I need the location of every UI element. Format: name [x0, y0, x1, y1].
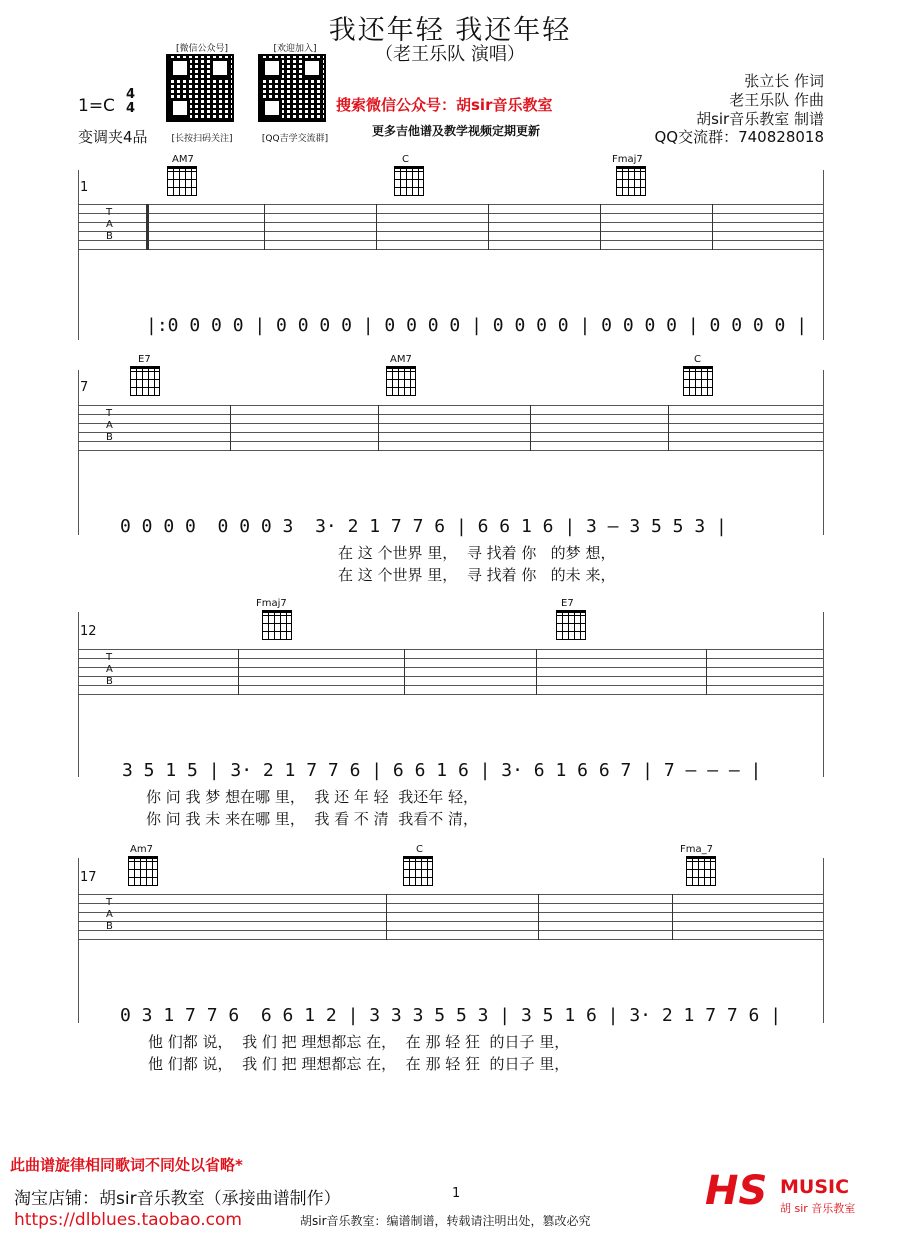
shop-url-link[interactable]: https://dlblues.taobao.com — [14, 1210, 242, 1230]
tab-letter-b: B — [106, 676, 113, 687]
tab-staff — [78, 894, 824, 940]
wechat-qr-label: [微信公众号] — [175, 44, 229, 54]
chord-name: AM7 — [390, 354, 412, 365]
tab-letter-b: B — [106, 921, 113, 932]
tab-letter-t: T — [106, 408, 113, 419]
wechat-search-promo: 搜索微信公众号：胡sir音乐教室 — [336, 96, 553, 114]
chord-diagram-icon — [683, 366, 713, 396]
system-left-rule — [78, 612, 79, 777]
meter-top: 4 — [126, 87, 136, 102]
qq-qr-icon — [258, 54, 326, 122]
chord-diagram-icon — [130, 366, 160, 396]
system-right-rule — [823, 170, 824, 340]
system-number: 7 — [80, 380, 89, 395]
page-number: 1 — [452, 1186, 461, 1201]
qq-group: QQ交流群：740828018 — [654, 128, 824, 146]
system-left-rule — [78, 170, 79, 340]
chord-diagram-icon — [616, 166, 646, 196]
chord-diagram-icon — [394, 166, 424, 196]
composer-credit: 老王乐队 作曲 — [729, 91, 824, 109]
chord-diagram-icon — [686, 856, 716, 886]
tab-letter-a: A — [106, 909, 113, 920]
lyric-line-2: 你 问 我 未 来在哪 里， 我 看 不 清 我看不 清， — [146, 810, 478, 828]
chord-name: Fmaj7 — [256, 598, 287, 609]
copyright-note: 胡sir音乐教室：编谱制谱，转载请注明出处，篡改必究 — [300, 1214, 591, 1228]
system-number: 1 — [80, 180, 89, 195]
wechat-qr-icon — [166, 54, 234, 122]
chord-diagram-icon — [386, 366, 416, 396]
join-qr-label: [欢迎加入] — [273, 44, 317, 54]
chord-name: C — [694, 354, 701, 365]
system-right-rule — [823, 612, 824, 777]
capo-info: 变调夹4品 — [78, 128, 148, 146]
chord-name: E7 — [561, 598, 574, 609]
system-number: 12 — [80, 624, 97, 639]
arranger-credit: 胡sir音乐教室 制谱 — [696, 110, 824, 128]
tab-staff — [78, 405, 824, 451]
lyric-line-2: 他 们都 说， 我 们 把 理想都忘 在， 在 那 轻 狂 的日子 里， — [148, 1055, 570, 1073]
song-subtitle: （老王乐队 演唱） — [375, 44, 525, 65]
chord-diagram-icon — [403, 856, 433, 886]
hs-logo: HS — [705, 1168, 768, 1214]
tab-staff — [78, 204, 824, 250]
lyric-line-1: 你 问 我 梦 想在哪 里， 我 还 年 轻 我还年 轻， — [146, 788, 478, 806]
song-title: 我还年轻 我还年轻 — [328, 15, 572, 46]
chord-diagram-icon — [128, 856, 158, 886]
chord-diagram-icon — [556, 610, 586, 640]
tab-letter-t: T — [106, 897, 113, 908]
time-signature — [126, 88, 135, 116]
system-left-rule — [78, 858, 79, 1023]
shop-info: 淘宝店铺：胡sir音乐教室（承接曲谱制作） — [14, 1189, 341, 1209]
lyricist-credit: 张立长 作词 — [744, 72, 824, 90]
lyric-line-1: 在 这 个世界 里， 寻 找着 你 的梦 想， — [338, 544, 616, 562]
lyric-line-2: 在 这 个世界 里， 寻 找着 你 的未 来， — [338, 566, 616, 584]
tab-staff — [78, 649, 824, 695]
system-right-rule — [823, 370, 824, 535]
system-left-rule — [78, 370, 79, 535]
lyric-line-1: 他 们都 说， 我 们 把 理想都忘 在， 在 那 轻 狂 的日子 里， — [148, 1033, 570, 1051]
tab-letter-a: A — [106, 219, 113, 230]
chord-diagram-icon — [167, 166, 197, 196]
logo-subtext: 胡 sir 音乐教室 — [780, 1202, 856, 1215]
chord-name: AM7 — [172, 154, 194, 165]
chord-name: Am7 — [130, 844, 153, 855]
key-signature: 1=C — [78, 96, 115, 116]
tab-letter-a: A — [106, 664, 113, 675]
omission-note: 此曲谱旋律相同歌词不同处以省略* — [10, 1156, 243, 1174]
tab-letter-t: T — [106, 652, 113, 663]
tab-letter-a: A — [106, 420, 113, 431]
chord-name: E7 — [138, 354, 151, 365]
jianpu-line: 3 5 1 5 | 3· 2 1 7 7 6 | 6 6 1 6 | 3· 6 1 6 6 7 | 7 – – – | — [122, 760, 762, 781]
jianpu-line: 0 3 1 7 7 6 6 6 1 2 | 3 3 3 5 5 3 | 3 5 1 6 | 3· 2 1 7 7 6 | — [120, 1005, 782, 1026]
music-logo-text: MUSIC — [780, 1176, 850, 1198]
system-right-rule — [823, 858, 824, 1023]
tab-letter-t: T — [106, 207, 113, 218]
jianpu-line: 0 0 0 0 0 0 0 3 3· 2 1 7 7 6 | 6 6 1 6 | 3 – 3 5 5 3 | — [120, 516, 727, 537]
wechat-qr-caption: [长按扫码关注] — [171, 134, 233, 144]
system-number: 17 — [80, 870, 97, 885]
chord-name: C — [416, 844, 423, 855]
chord-diagram-icon — [262, 610, 292, 640]
chord-name: C — [402, 154, 409, 165]
tab-letter-b: B — [106, 231, 113, 242]
tab-letter-b: B — [106, 432, 113, 443]
jianpu-line: |:0 0 0 0 | 0 0 0 0 | 0 0 0 0 | 0 0 0 0 | 0 0 0 0 | 0 0 0 0 | — [146, 315, 808, 336]
qq-qr-caption: [QQ吉学交流群] — [261, 134, 329, 144]
chord-name: Fmaj7 — [612, 154, 643, 165]
meter-bottom: 4 — [126, 101, 136, 116]
updates-promo: 更多吉他谱及教学视频定期更新 — [372, 124, 541, 138]
chord-name: Fma_7 — [680, 844, 713, 855]
